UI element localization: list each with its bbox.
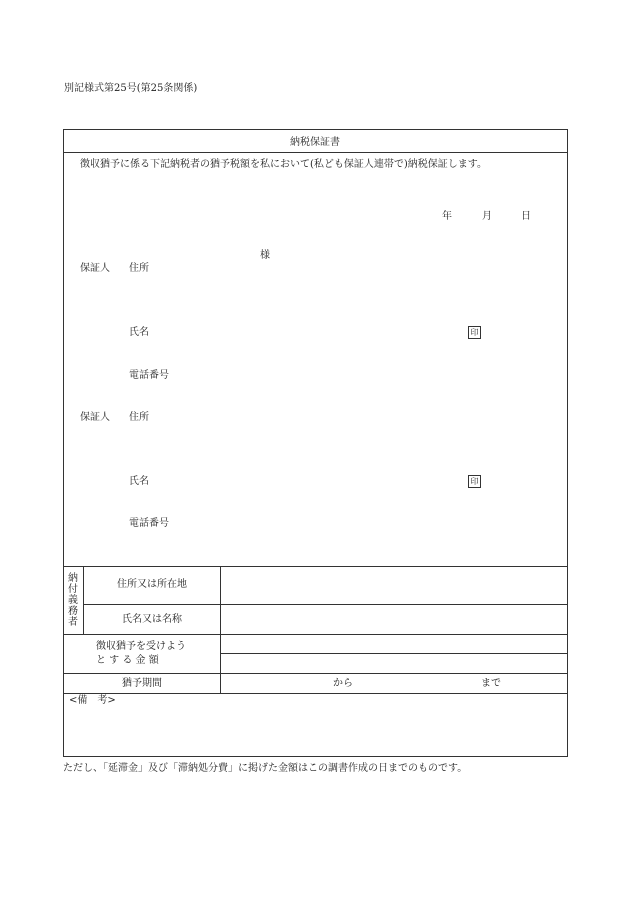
addressee-suffix: 様 — [260, 250, 270, 261]
frame-right-line — [567, 129, 568, 757]
footnote: ただし、「延滞金」及び「滞納処分費」に掲げた金額はこの調書作成の日までのものです。 — [63, 763, 468, 774]
guarantor-2-label: 保証人 — [80, 412, 110, 423]
form-title: 納税保証書 — [290, 137, 340, 148]
taxpayer-group-divider — [83, 566, 84, 634]
amount-label-line-1: 徴収猶予を受けよう — [96, 641, 186, 652]
period-row-top-line — [63, 673, 568, 674]
taxpayer-address-label: 住所又は所在地 — [117, 579, 187, 590]
remarks-row-top-line — [63, 693, 568, 694]
frame-bottom-line — [63, 756, 568, 757]
guarantor-2-phone-label: 電話番号 — [129, 518, 169, 529]
date-day: 日 — [521, 211, 531, 222]
guarantor-1-name-label: 氏名 — [129, 327, 149, 338]
guarantor-1-address-label: 住所 — [129, 263, 149, 274]
guarantor-1-phone-label: 電話番号 — [129, 370, 169, 381]
remarks-label: <備 考> — [69, 695, 116, 706]
period-to: まで — [481, 678, 501, 689]
table-top-line — [63, 566, 568, 567]
taxpayer-group-label: 納付義務者 — [68, 573, 78, 628]
period-from: から — [333, 678, 353, 689]
date-month: 月 — [482, 211, 492, 222]
guarantor-1-seal-mark: 印 — [468, 326, 481, 339]
taxpayer-row-divider — [83, 604, 568, 605]
form-number-label: 別記様式第25号(第25条関係) — [64, 83, 198, 94]
taxpayer-name-label: 氏名又は名称 — [122, 614, 182, 625]
period-label: 猶予期間 — [122, 678, 162, 689]
amount-inner-divider — [220, 653, 568, 654]
guarantor-2-name-label: 氏名 — [129, 476, 149, 487]
guarantor-2-address-label: 住所 — [129, 412, 149, 423]
guarantor-1-label: 保証人 — [80, 263, 110, 274]
guarantee-statement: 徴収猶予に係る下記納税者の猶予税額を私において(私ども保証人連帯で)納税保証します。 — [80, 159, 488, 170]
amount-label-line-2: と す る 金 額 — [96, 655, 159, 666]
frame-top-line — [63, 129, 568, 130]
date-year: 年 — [442, 211, 452, 222]
amount-row-top-line — [63, 634, 568, 635]
guarantor-2-seal-mark: 印 — [468, 475, 481, 488]
title-divider — [63, 152, 568, 153]
label-column-divider — [220, 566, 221, 694]
frame-left-line — [63, 129, 64, 757]
